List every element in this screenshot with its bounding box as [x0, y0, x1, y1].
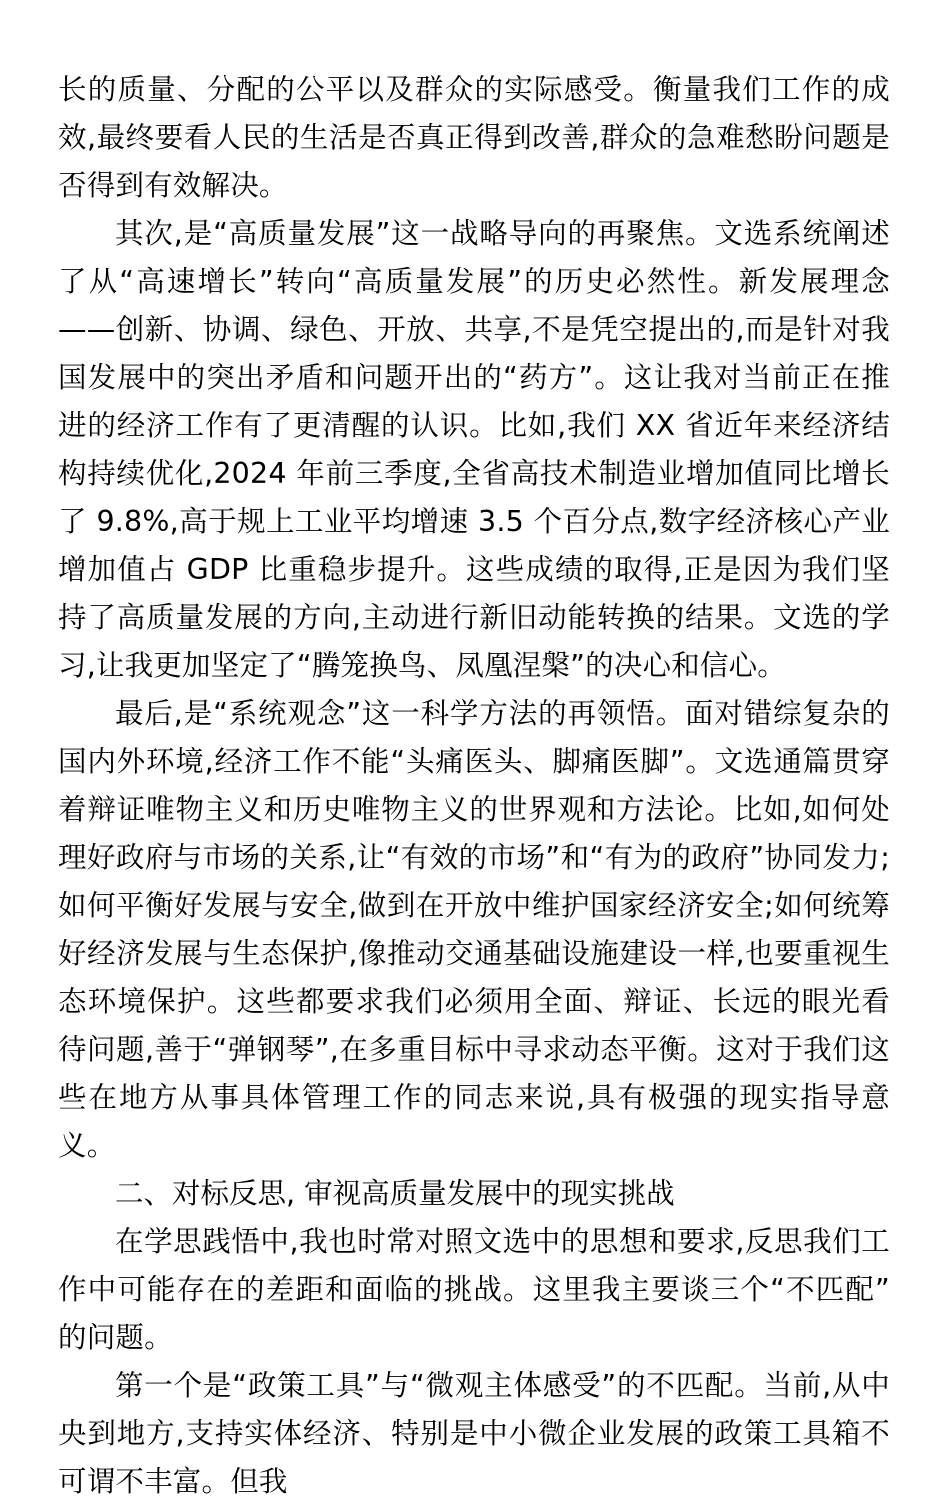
- paragraph-continuation: 长的质量、分配的公平以及群众的实际感受。衡量我们工作的成效,最终要看人民的生活是否真正得到改善,群众的急难愁盼问题是否得到有效解决。: [58, 73, 890, 202]
- heading-section-two: 二、对标反思, 审视高质量发展中的现实挑战: [115, 1177, 675, 1210]
- paragraph-mismatch-one: 第一个是“政策工具”与“微观主体感受”的不匹配。当前,从中央到地方,支持实体经济、特别是中小微企业发展的政策工具箱不可谓不丰富。但我: [58, 1369, 890, 1498]
- document-text-body: [58, 66, 890, 1506]
- paragraph-third-point: 最后,是“系统观念”这一科学方法的再领悟。面对错综复杂的国内外环境,经济工作不能“头痛医头、脚痛医脚”。文选通篇贯穿着辩证唯物主义和历史唯物主义的世界观和方法论。比如,如何处理好政府与市场的关系,让“有效的市场”和“有为的政府”协同发力;如何平衡好发展与安全,做到在开放中维护国家经济安全;如何统筹好经济发展与生态保护,像推动交通基础设施建设一样,也要重视生态环境保护。这些都要求我们必须用全面、辩证、长远的眼光看待问题,善于“弹钢琴”,在多重目标中寻求动态平衡。这对于我们这些在地方从事具体管理工作的同志来说,具有极强的现实指导意义。: [58, 697, 890, 1162]
- paragraph-second-point: 其次,是“高质量发展”这一战略导向的再聚焦。文选系统阐述了从“高速增长”转向“高质量发展”的历史必然性。新发展理念——创新、协调、绿色、开放、共享,不是凭空提出的,而是针对我国发展中的突出矛盾和问题开出的“药方”。这让我对当前正在推进的经济工作有了更清醒的认识。比如,我们 XX 省近年来经济结构持续优化,2024 年前三季度,全省高技术制造业增加值同比增长了 9.8%,高于规上工业平均增速 3.5 个百分点,数字经济核心产业增加值占 GDP 比重稳步提升。这些成绩的取得,正是因为我们坚持了高质量发展的方向,主动进行新旧动能转换的结果。文选的学习,让我更加坚定了“腾笼换鸟、凤凰涅槃”的决心和信心。: [58, 217, 890, 682]
- paragraph-reflection-intro: 在学思践悟中,我也时常对照文选中的思想和要求,反思我们工作中可能存在的差距和面临的挑战。这里我主要谈三个“不匹配”的问题。: [58, 1225, 890, 1354]
